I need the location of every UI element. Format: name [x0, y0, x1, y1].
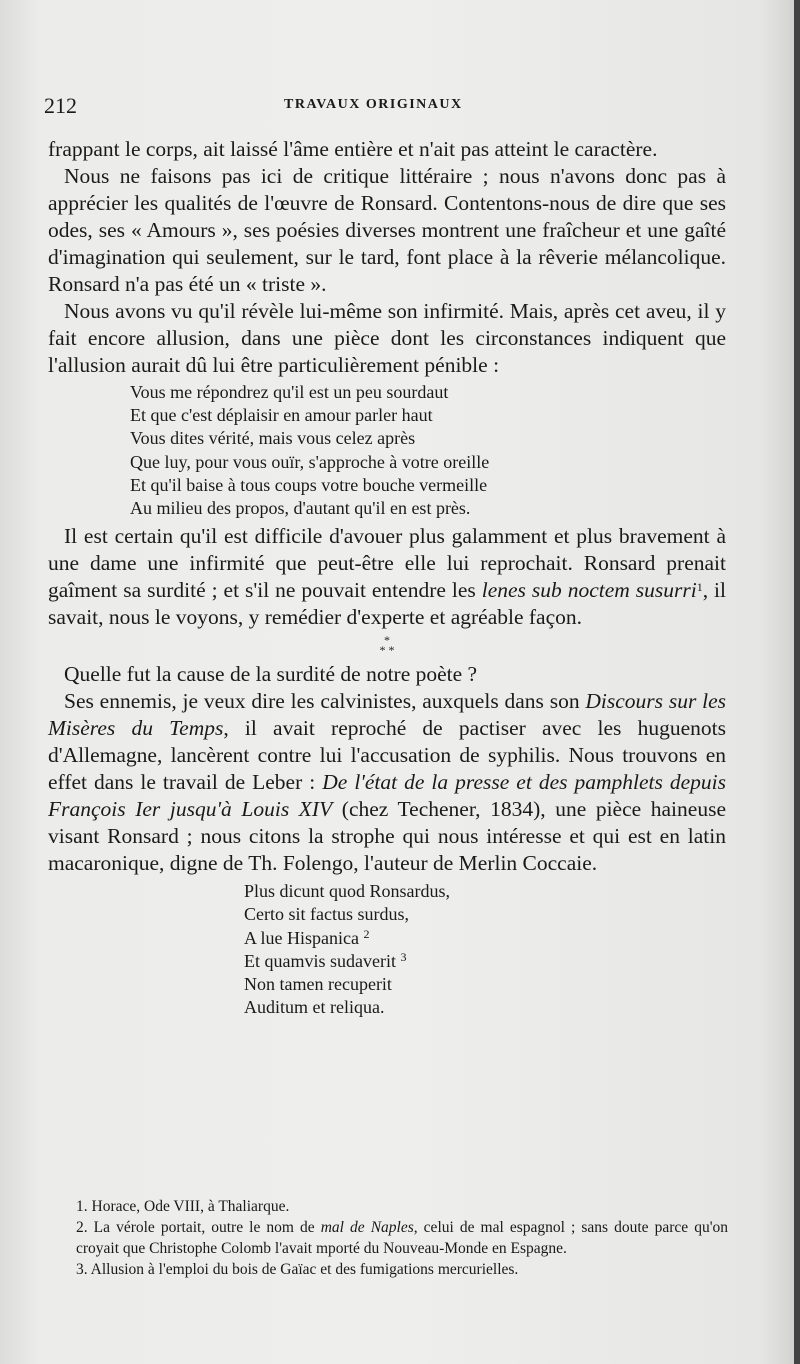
verse-line: Et qu'il baise à tous coups votre bouche vermeille	[130, 474, 488, 495]
page-edge-shadow	[794, 0, 800, 1364]
verse-line: Auditum et reliqua.	[244, 997, 385, 1018]
verse-line: Plus dicunt quod Ronsardus,	[244, 881, 451, 902]
footnote-ref-3: 3	[400, 949, 407, 964]
running-title: TRAVAUX ORIGINAUX	[284, 97, 463, 112]
latin-verse	[48, 880, 726, 1019]
verse-line: Vous me répondrez qu'il est un peu sourdaut	[130, 382, 449, 402]
paragraph-1: frappant le corps, ait laissé l'âme entière et n'ait pas atteint le caractère.	[48, 137, 658, 161]
latin-quote: lenes sub noctem susurri	[481, 578, 697, 603]
book-title-discours: Discours sur les Misères du Temps	[48, 689, 727, 741]
verse-line: Certo sit factus surdus,	[244, 904, 409, 925]
footnote-ref-1: 1	[696, 580, 703, 595]
paragraph-4: Il est certain qu'il est difficile d'avouer plus galamment et plus bravement à une dame une infirmité que peut-être elle lui reprochait. Ronsard prenait gaîment sa surdité ; et s'il ne pouvait entendre les lenes sub noctem susurri$^1$, il savait, nous le voyons, y remédier d'experte et agréable façon.	[48, 524, 726, 630]
verse-line: A lue Hispanica $^2$	[244, 926, 370, 948]
paragraph-6: Ses ennemis, je veux dire les calvinistes, auxquels dans son Discours sur les Misères du Temps, il avait reproché de pactiser avec les huguenots d'Allemagne, lancèrent contre lui l'accusation de syphilis. Nous trouvons en effet dans le travail de Leber : De l'état de la presse et des pamphlets depuis François Ier jusqu'à Louis XIV (chez Techener, 1834), une pièce haineuse visant Ronsard ; nous citons la strophe qui nous intéresse et qui est en latin macaronique, digne de Th. Folengo, l'auteur de Merlin Coccaie.	[48, 689, 727, 876]
footnotes	[48, 1196, 728, 1280]
footnote-1: 1. Horace, Ode VIII, à Thaliarque.	[76, 1198, 290, 1215]
page-number: 212	[44, 93, 77, 118]
page-header	[44, 93, 734, 121]
verse-line: Et quamvis sudaverit $^3$	[244, 949, 407, 971]
verse-line: Et que c'est déplaisir en amour parler haut	[130, 405, 433, 426]
main-text	[48, 136, 726, 1021]
verse-line: Vous dites vérité, mais vous celez après	[130, 428, 416, 449]
paragraph-3: Nous avons vu qu'il révèle lui-même son infirmité. Mais, après cet aveu, il y fait encore allusion, dans une pièce dont les circonstances indiquent que l'allusion aurait dû lui être particulièrement pénible :	[48, 299, 726, 377]
ronsard-verse	[48, 381, 726, 520]
footnote-ref-2: 2	[363, 926, 370, 941]
asterisk-bottom: * *	[379, 643, 395, 658]
section-separator	[48, 633, 726, 658]
verse-line: Au milieu des propos, d'autant qu'il en est près.	[130, 498, 471, 519]
paragraph-2: Nous ne faisons pas ici de critique littéraire ; nous n'avons donc pas à apprécier les qualités de l'œuvre de Ronsard. Contentons-nous de dire que ses odes, ses « Amours », ses poésies diverses montrent une fraîcheur et une gaîté d'imagination qui seulement, sur le tard, font place à la rêverie mélancolique. Ronsard n'a pas été un « triste ».	[48, 164, 726, 296]
asterisk-top: *	[384, 633, 390, 648]
footnote-3: 3. Allusion à l'emploi du bois de Gaïac et des fumigations mercurielles.	[76, 1261, 519, 1278]
book-title-leber: De l'état de la presse et des pamphlets depuis François Ier jusqu'à Louis XIV	[48, 770, 726, 822]
footnote-2: 2. La vérole portait, outre le nom de mal de Naples, celui de mal espagnol ; sans doute parce qu'on croyait que Christophe Colomb l'avait mporté du Nouveau-Monde en Espagne.	[76, 1219, 728, 1257]
verse-line: Que luy, pour vous ouïr, s'approche à votre oreille	[130, 451, 490, 472]
verse-line: Non tamen recuperit	[244, 974, 392, 995]
paragraph-5: Quelle fut la cause de la surdité de notre poète ?	[64, 662, 478, 687]
